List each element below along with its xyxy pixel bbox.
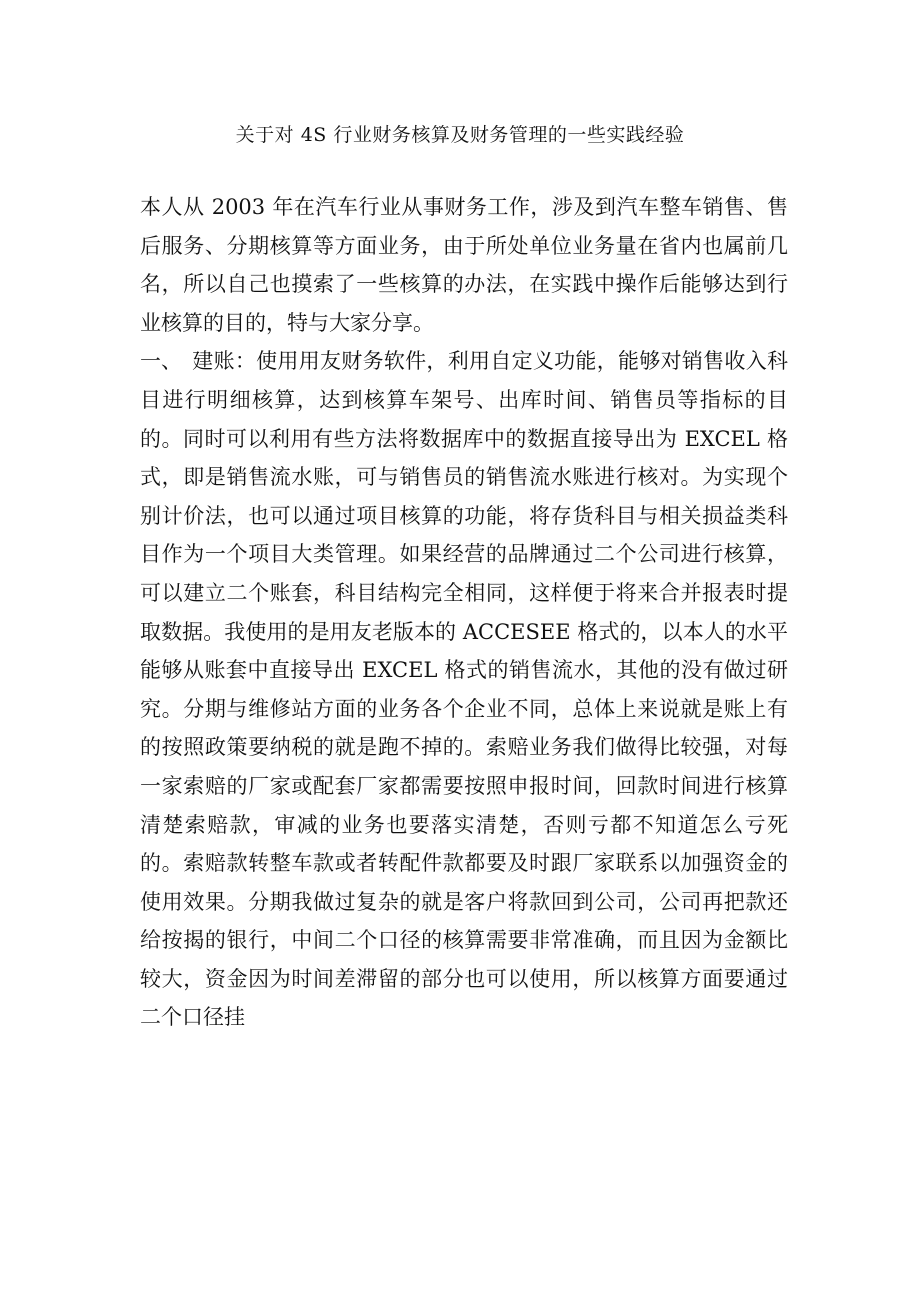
document-body — [140, 188, 788, 1037]
section-1-text: 建账：使用用友财务软件，利用自定义功能，能够对销售收入科目进行明细核算，达到核算车架号、出库时间、销售员等指标的目的。同时可以利用有些方法将数据库中的数据直接导出为 EXCEL 格式，即是销售流水账，可与销售员的销售流水账进行核对。为实现个别计价法，也可以通过项目核算的功能，将存货科目与相关损益类科目作为一个项目大类管理。如果经营的品牌通过二个公司进行核算，可以建立二个账套，科目结构完全相同，这样便于将来合并报表时提取数据。我使用的是用友老版本的 ACCESEE 格式的，以本人的水平能够从账套中直接导出 EXCEL 格式的销售流水，其他的没有做过研究。分期与维修站方面的业务各个企业不同，总体上来说就是账上有的按照政策要纳税的就是跑不掉的。索赔业务我们做得比较强，对每一家索赔的厂家或配套厂家都需要按照申报时间，回款时间进行核算清楚索赔款，审减的业务也要落实清楚，否则亏都不知道怎么亏死的。索赔款转整车款或者转配件款都要及时跟厂家联系以加强资金的使用效果。分期我做过复杂的就是客户将款回到公司，公司再把款还给按揭的银行，中间二个口径的核算需要非常准确，而且因为金额比较大，资金因为时间差滞留的部分也可以使用，所以核算方面要通过二个口径挂 — [140, 349, 788, 1030]
section-1-paragraph — [140, 342, 788, 1037]
section-1-marker: 一、 — [140, 349, 182, 374]
document-title: 关于对 4S 行业财务核算及财务管理的一些实践经验 — [235, 124, 685, 146]
intro-paragraph: 本人从 2003 年在汽车行业从事财务工作，涉及到汽车整车销售、售后服务、分期核算等方面业务，由于所处单位业务量在省内也属前几名，所以自己也摸索了一些核算的办法，在实践中操作后能够达到行业核算的目的，特与大家分享。 — [140, 195, 788, 335]
